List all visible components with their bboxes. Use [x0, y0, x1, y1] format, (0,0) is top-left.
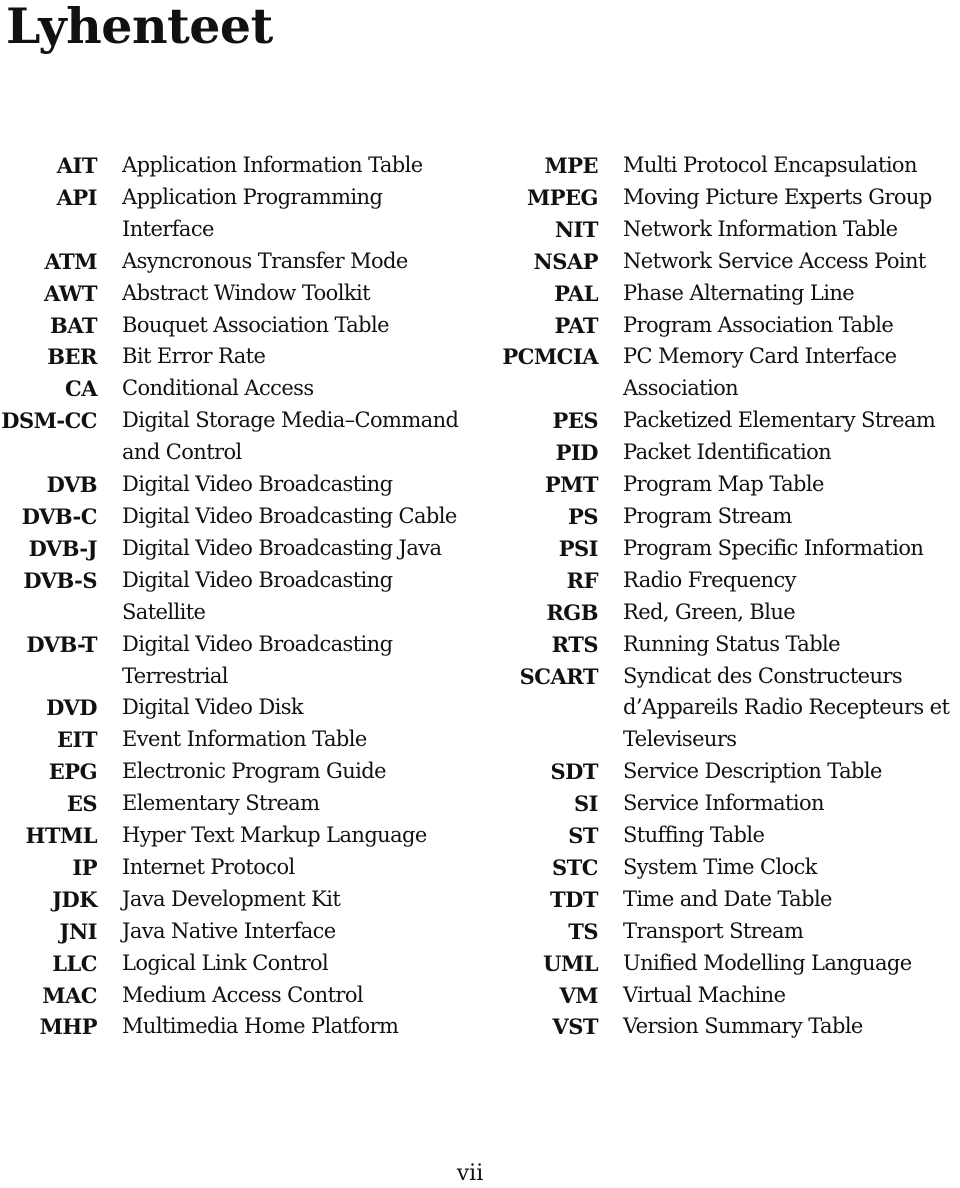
abbreviation-definition: Digital Video Broadcasting Cable: [122, 503, 457, 528]
abbreviation-entry: [500, 980, 960, 1012]
abbreviation-term: SDT: [550, 759, 598, 785]
abbreviation-definition: Asyncronous Transfer Mode: [122, 248, 408, 273]
abbreviation-entry: [0, 756, 480, 788]
abbreviation-entry: [500, 916, 960, 948]
abbreviation-term: PCMCIA: [502, 344, 598, 370]
abbreviation-definition: Syndicat des Constructeurs d’Appareils Radio Recepteurs et Televiseurs: [623, 663, 950, 752]
abbreviation-entry: [500, 310, 960, 342]
abbreviation-entry: [500, 469, 960, 501]
abbreviation-entry: [0, 788, 480, 820]
abbreviation-definition: Digital Video Broadcasting: [122, 472, 393, 497]
abbreviation-definition: Program Association Table: [623, 312, 894, 337]
abbreviation-definition: PC Memory Card Interface Association: [623, 344, 897, 401]
abbreviation-definition: Network Information Table: [623, 216, 898, 241]
abbreviation-term: RGB: [546, 599, 598, 625]
abbreviation-term: BAT: [49, 312, 97, 338]
abbreviation-list-right: [500, 150, 960, 1043]
abbreviation-definition: Java Native Interface: [122, 918, 336, 943]
abbreviation-definition: Medium Access Control: [122, 982, 364, 1007]
abbreviation-term: AIT: [56, 153, 97, 178]
abbreviation-entry: [0, 533, 480, 565]
abbreviation-definition: Radio Frequency: [623, 567, 796, 592]
abbreviation-definition: Service Description Table: [623, 759, 882, 784]
abbreviation-term: HTML: [25, 823, 97, 849]
abbreviation-definition: Program Stream: [623, 503, 792, 528]
abbreviation-entry: [500, 341, 960, 405]
abbreviation-term: EIT: [57, 727, 97, 753]
abbreviation-definition: Conditional Access: [122, 376, 314, 401]
abbreviation-definition: Digital Video Disk: [122, 695, 304, 720]
abbreviation-term: VM: [559, 982, 598, 1008]
abbreviation-term: ATM: [44, 248, 97, 274]
abbreviation-entry: [0, 150, 480, 182]
abbreviation-entry: [0, 629, 480, 693]
abbreviation-term: MAC: [42, 982, 97, 1008]
abbreviation-term: AWT: [44, 280, 97, 306]
abbreviation-entry: [500, 405, 960, 437]
abbreviation-entry: [0, 980, 480, 1012]
abbreviation-definition: Bouquet Association Table: [122, 312, 389, 337]
abbreviation-definition: Virtual Machine: [623, 982, 786, 1007]
abbreviation-entry: [500, 278, 960, 310]
abbreviation-term: DVD: [46, 695, 97, 721]
abbreviation-definition: Transport Stream: [623, 918, 804, 943]
abbreviation-entry: [500, 852, 960, 884]
abbreviation-term: TS: [568, 918, 598, 944]
abbreviation-entry: [0, 1011, 480, 1043]
abbreviation-entry: [500, 501, 960, 533]
abbreviation-term: PID: [555, 440, 598, 466]
abbreviation-definition: Digital Video Broadcasting Terrestrial: [122, 631, 393, 688]
abbreviation-definition: Packetized Elementary Stream: [623, 408, 936, 433]
abbreviation-entry: [0, 278, 480, 310]
abbreviation-entry: [500, 788, 960, 820]
abbreviation-term: UML: [543, 950, 598, 976]
abbreviation-entry: [0, 310, 480, 342]
abbreviation-term: STC: [551, 854, 598, 880]
page-number: vii: [456, 1161, 484, 1186]
abbreviation-term: ST: [568, 823, 598, 849]
abbreviation-entry: [500, 661, 960, 757]
abbreviation-definition: Service Information: [623, 791, 824, 816]
abbreviation-entry: [500, 533, 960, 565]
abbreviation-term: IP: [72, 854, 97, 880]
abbreviation-definition: Stuffing Table: [623, 823, 765, 848]
abbreviation-definition: Multimedia Home Platform: [122, 1014, 399, 1039]
abbreviation-definition: Version Summary Table: [623, 1014, 863, 1039]
abbreviation-definition: Event Information Table: [122, 727, 367, 752]
abbreviation-definition: Unified Modelling Language: [623, 950, 912, 975]
abbreviation-term: PAL: [554, 280, 598, 306]
abbreviation-term: NIT: [554, 216, 598, 242]
abbreviation-definition: Network Service Access Point: [623, 248, 926, 273]
abbreviation-definition: Logical Link Control: [122, 950, 329, 975]
abbreviation-definition: Packet Identification: [623, 440, 832, 465]
abbreviation-entry: [0, 182, 480, 246]
abbreviation-term: SI: [574, 791, 598, 817]
abbreviation-term: JDK: [52, 886, 97, 912]
abbreviation-entry: [500, 948, 960, 980]
abbreviation-term: DVB-T: [26, 631, 97, 657]
abbreviation-entry: [0, 373, 480, 405]
abbreviation-term: TDT: [550, 886, 598, 912]
abbreviation-term: PES: [552, 408, 598, 434]
abbreviation-term: PS: [568, 503, 598, 529]
abbreviation-entry: [500, 629, 960, 661]
abbreviation-entry: [0, 341, 480, 373]
abbreviation-term: DSM-CC: [1, 408, 97, 434]
abbreviation-definition: Program Map Table: [623, 472, 824, 497]
abbreviation-term: ES: [66, 791, 97, 817]
abbreviation-term: MPEG: [527, 184, 598, 210]
abbreviation-entry: [500, 150, 960, 182]
abbreviation-term: DVB-C: [21, 503, 97, 529]
abbreviation-entry: [0, 692, 480, 724]
abbreviation-definition: Program Specific Information: [623, 535, 924, 560]
abbreviation-term: DVB-J: [28, 535, 97, 561]
abbreviation-term: MHP: [39, 1014, 97, 1040]
abbreviation-term: VST: [552, 1014, 598, 1040]
abbreviation-term: PMT: [544, 472, 598, 498]
abbreviation-entry: [0, 948, 480, 980]
abbreviation-entry: [0, 916, 480, 948]
abbreviation-entry: [500, 565, 960, 597]
abbreviation-definition: Application Programming Interface: [122, 184, 383, 241]
abbreviation-definition: Java Development Kit: [122, 886, 341, 911]
abbreviation-entry: [500, 820, 960, 852]
abbreviation-term: DVB: [46, 472, 97, 498]
abbreviation-entry: [500, 597, 960, 629]
abbreviation-term: PAT: [554, 312, 598, 338]
abbreviation-entry: [500, 884, 960, 916]
abbreviation-entry: [0, 246, 480, 278]
abbreviation-entry: [0, 469, 480, 501]
abbreviation-entry: [500, 1011, 960, 1043]
abbreviation-definition: Application Information Table: [122, 153, 423, 177]
abbreviation-term: API: [56, 184, 97, 210]
abbreviation-definition: Bit Error Rate: [122, 344, 266, 369]
abbreviation-definition: Hyper Text Markup Language: [122, 823, 427, 848]
abbreviation-definition: Multi Protocol Encapsulation: [623, 153, 917, 177]
abbreviation-entry: [0, 852, 480, 884]
abbreviation-term: MPE: [544, 153, 598, 178]
abbreviation-entry: [500, 246, 960, 278]
abbreviation-term: JNI: [59, 918, 97, 944]
abbreviation-definition: Digital Video Broadcasting Satellite: [122, 567, 393, 624]
abbreviation-definition: Running Status Table: [623, 631, 840, 656]
abbreviation-definition: Abstract Window Toolkit: [122, 280, 370, 305]
abbreviation-definition: Elementary Stream: [122, 791, 320, 816]
abbreviation-term: LLC: [52, 950, 97, 976]
abbreviation-definition: Phase Alternating Line: [623, 280, 855, 305]
abbreviation-entry: [0, 820, 480, 852]
abbreviation-term: RTS: [551, 631, 598, 657]
page-title: Lyhenteet: [6, 0, 273, 55]
abbreviation-term: PSI: [558, 535, 598, 561]
abbreviation-entry: [500, 756, 960, 788]
abbreviation-entry: [500, 182, 960, 214]
abbreviation-list-left: [0, 150, 480, 1043]
abbreviation-entry: [0, 724, 480, 756]
abbreviation-entry: [0, 405, 480, 469]
abbreviation-term: DVB-S: [23, 567, 97, 593]
abbreviation-definition: Internet Protocol: [122, 854, 295, 879]
abbreviation-term: SCART: [519, 663, 598, 689]
abbreviation-definition: System Time Clock: [623, 854, 817, 879]
abbreviation-definition: Moving Picture Experts Group: [623, 184, 932, 209]
abbreviation-entry: [500, 437, 960, 469]
abbreviation-term: NSAP: [533, 248, 598, 274]
abbreviation-entry: [500, 214, 960, 246]
abbreviation-definition: Electronic Program Guide: [122, 759, 386, 784]
abbreviation-term: EPG: [48, 759, 97, 785]
abbreviation-definition: Digital Video Broadcasting Java: [122, 535, 442, 560]
abbreviation-term: CA: [64, 376, 97, 402]
abbreviation-term: RF: [566, 567, 598, 593]
abbreviation-definition: Time and Date Table: [623, 886, 832, 911]
abbreviation-definition: Red, Green, Blue: [623, 599, 796, 624]
abbreviation-entry: [0, 884, 480, 916]
abbreviation-term: BER: [47, 344, 97, 370]
abbreviation-entry: [0, 501, 480, 533]
abbreviation-entry: [0, 565, 480, 629]
abbreviation-definition: Digital Storage Media–Command and Control: [122, 408, 459, 465]
